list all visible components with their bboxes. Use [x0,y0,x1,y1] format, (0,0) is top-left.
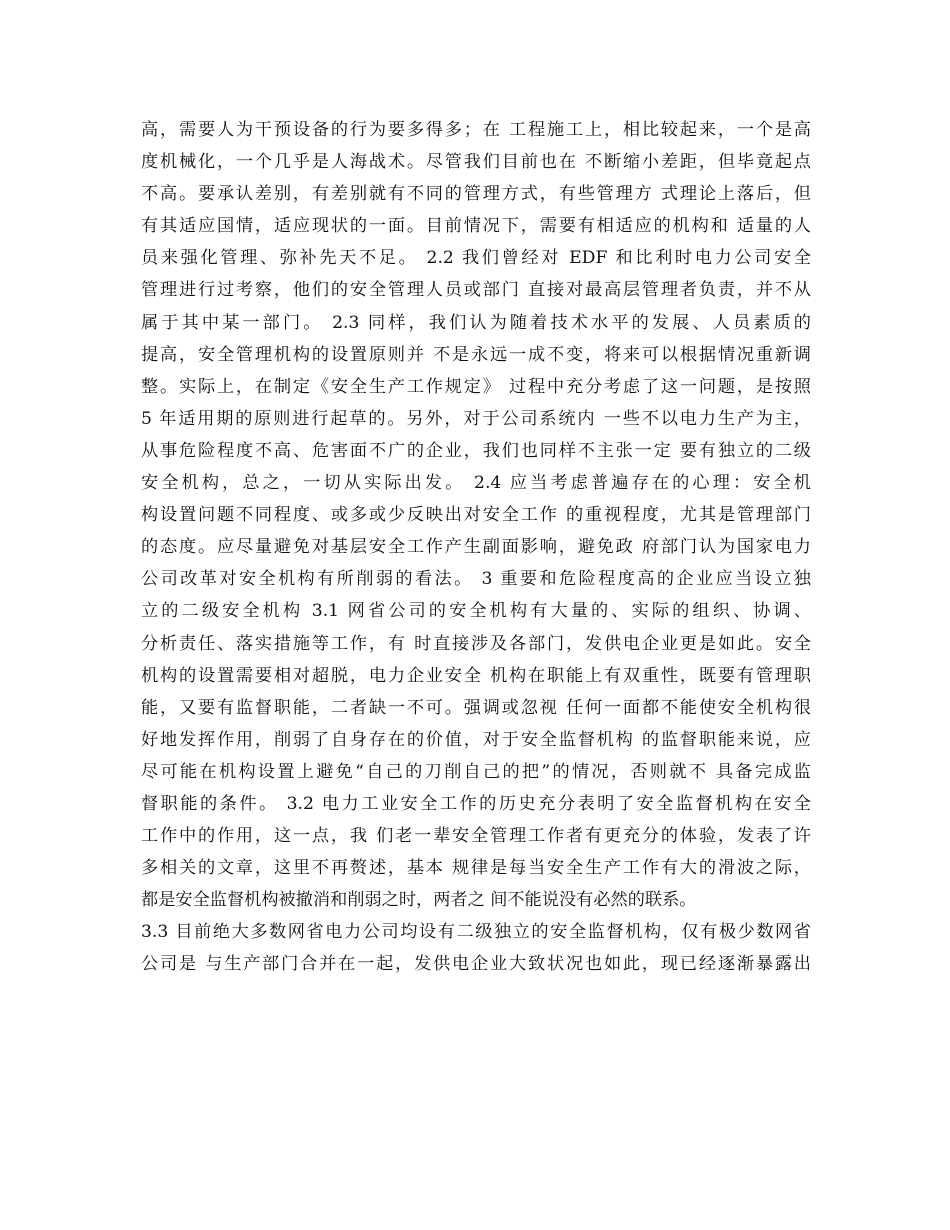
text-line: 员来强化管理、弥补先天不足。 2.2 我们曾经对 EDF 和比利时电力公司安全 [141,248,811,269]
text-line: 安全机构，总之，一切从实际出发。 2.4 应当考虑普遍存在的心理：安全机 [141,473,811,494]
text-line: 有其适应国情，适应现状的一面。目前情况下，需要有相适应的机构和 适量的人 [141,216,811,237]
text-line: 好地发挥作用，削弱了自身存在的价值，对于安全监督机构 的监督职能来说，应 [141,729,811,750]
text-line: 度机械化，一个几乎是人海战术。尽管我们目前也在 不断缩小差距，但毕竟起点 [141,152,811,173]
text-line: 公司改革对安全机构有所削弱的看法。 3 重要和危险程度高的企业应当设立独 [141,569,811,590]
text-line: 机构的设置需要相对超脱，电力企业安全 机构在职能上有双重性，既要有管理职 [141,665,811,686]
text-line: 从事危险程度不高、危害面不广的企业，我们也同样不主张一定 要有独立的二级 [141,440,811,461]
text-line: 构设置问题不同程度、或多或少反映出对安全工作 的重视程度，尤其是管理部门 [141,505,811,526]
text-line: 3.3 目前绝大多数网省电力公司均设有二级独立的安全监督机构，仅有极少数网省 [141,922,811,943]
text-line: 属于其中某一部门。 2.3 同样，我们认为随着技术水平的发展、人员素质的 [141,312,811,333]
text-line: 分析责任、落实措施等工作，有 时直接涉及各部门，发供电企业更是如此。安全 [141,633,811,654]
text-line: 高，需要人为干预设备的行为要多得多；在 工程施工上，相比较起来，一个是高 [141,120,811,140]
text-line: 提高，安全管理机构的设置原则并 不是永远一成不变，将来可以根据情况重新调 [141,344,811,365]
text-line: 5 年适用期的原则进行起草的。另外，对于公司系统内 一些不以电力生产为主， [141,408,811,429]
text-line: 不高。要承认差别，有差别就有不同的管理方式，有些管理方 式理论上落后，但 [141,184,811,205]
text-line: 尽可能在机构设置上避免“自己的刀削自己的把”的情况，否则就不 具备完成监 [141,761,811,782]
text-line: 立的二级安全机构 3.1 网省公司的安全机构有大量的、实际的组织、协调、 [141,601,811,622]
text-line: 的态度。应尽量避免对基层安全工作产生副面影响，避免政 府部门认为国家电力 [141,537,811,558]
text-line: 工作中的作用，这一点，我 们老一辈安全管理工作者有更充分的体验，发表了许 [141,826,811,847]
text-line: 能，又要有监督职能，二者缺一不可。强调或忽视 任何一面都不能使安全机构很 [141,697,811,718]
text-line: 管理进行过考察，他们的安全管理人员或部门 直接对最高层管理者负责，并不从 [141,280,811,301]
text-line: 公司是 与生产部门合并在一起，发供电企业大致状况也如此，现已经逐渐暴露出 [141,954,811,975]
text-line: 都是安全监督机构被撤消和削弱之时，两者之 间不能说没有必然的联系。 [141,890,697,911]
text-line: 整。实际上，在制定《安全生产工作规定》 过程中充分考虑了这一问题，是按照 [141,376,811,397]
text-line: 督职能的条件。 3.2 电力工业安全工作的历史充分表明了安全监督机构在安全 [141,793,811,814]
text-line: 多相关的文章，这里不再赘述，基本 规律是每当安全生产工作有大的滑波之际， [141,858,811,879]
body-text [141,114,811,981]
